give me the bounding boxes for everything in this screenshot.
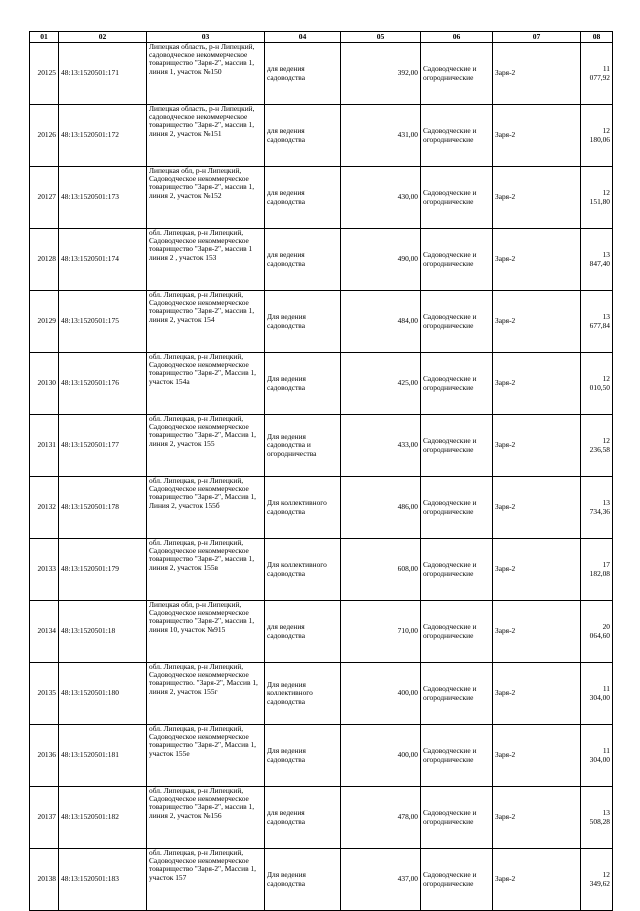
permitted-use-cell: Для ведения садоводства [265,291,341,353]
column-header-02: 02 [59,32,147,43]
land-category-cell: Садоводческие и огороднические [421,601,493,663]
land-category-cell: Садоводческие и огороднические [421,229,493,291]
settlement-name-cell: Заря-2 [493,105,581,167]
table-body [30,43,613,911]
area-cell: 710,00 [341,601,421,663]
column-header-06: 06 [421,32,493,43]
cadastral-value-cell: 11 304,00 [581,725,613,787]
cadastral-number-cell: 48:13:1520501:18 [59,601,147,663]
settlement-name-cell: Заря-2 [493,787,581,849]
table-row [30,415,613,477]
address-cell [147,539,265,601]
cadastral-value-cell: 12 010,50 [581,353,613,415]
row-number-cell: 20136 [30,725,59,787]
address-cell [147,477,265,539]
land-category-cell: Садоводческие и огороднические [421,539,493,601]
cadastral-value-cell: 13 677,84 [581,291,613,353]
cadastral-number-cell: 48:13:1520501:171 [59,43,147,105]
table-row [30,539,613,601]
address-cell [147,849,265,911]
address-text: Липецкая область, р-н Липецкий, садоводческое некоммерческое товарищество "Заря-2", массив 1, линия 1, участок №150 [149,43,255,76]
land-category-cell: Садоводческие и огороднические [421,415,493,477]
table-row [30,601,613,663]
area-cell: 425,00 [341,353,421,415]
row-number-cell: 20132 [30,477,59,539]
address-cell [147,415,265,477]
permitted-use-cell: Для коллективного садоводства [265,477,341,539]
address-text: обл. Липецкая, р-н Липецкий, Садоводческое некоммерческое товарищество "Заря-2", массив 1 линия 2 , участок 153 [149,229,253,262]
land-category-cell: Садоводческие и огороднические [421,167,493,229]
table-row [30,787,613,849]
settlement-name-cell: Заря-2 [493,415,581,477]
table-row [30,229,613,291]
land-registry-table [29,31,613,911]
column-header-08: 08 [581,32,613,43]
cadastral-value-cell: 11 304,00 [581,663,613,725]
table-row [30,849,613,911]
address-text: обл. Липецкая, р-н Липецкий, Садоводческое некоммерческое товарищество. "Заря-2", Массив 1, линия 2, участок 155г [149,663,258,696]
settlement-name-cell: Заря-2 [493,291,581,353]
table-row [30,725,613,787]
row-number-cell: 20127 [30,167,59,229]
column-header-03: 03 [147,32,265,43]
settlement-name-cell: Заря-2 [493,43,581,105]
address-cell [147,353,265,415]
cadastral-value-cell: 13 734,36 [581,477,613,539]
cadastral-value-cell: 13 847,40 [581,229,613,291]
area-cell: 400,00 [341,725,421,787]
cadastral-number-cell: 48:13:1520501:173 [59,167,147,229]
settlement-name-cell: Заря-2 [493,663,581,725]
cadastral-value-cell: 12 151,80 [581,167,613,229]
table-row [30,477,613,539]
address-text: обл. Липецкая, р-н Липецкий, Садоводческое некоммерческое товарищество "Заря-2", Массив 1, участок 157 [149,849,257,882]
address-text: обл. Липецкая, р-н Липецкий, Садоводческое некоммерческое товарищество "Заря-2", массив 1, линия 2, участок 155в [149,539,255,572]
address-cell [147,229,265,291]
area-cell: 431,00 [341,105,421,167]
land-category-cell: Садоводческие и огороднические [421,787,493,849]
table-row [30,663,613,725]
address-text: Липецкая обл, р-н Липецкий, Садоводческое некоммерческое товарищество "Заря-2", массив 1, линия 2, участок №152 [149,167,255,200]
permitted-use-cell: для ведения садоводства [265,105,341,167]
land-category-cell: Садоводческие и огороднические [421,43,493,105]
cadastral-value-cell: 11 077,92 [581,43,613,105]
permitted-use-cell: Для ведения садоводства [265,849,341,911]
settlement-name-cell: Заря-2 [493,353,581,415]
permitted-use-cell: Для коллективного садоводства [265,539,341,601]
area-cell: 433,00 [341,415,421,477]
cadastral-value-cell: 12 180,06 [581,105,613,167]
area-cell: 392,00 [341,43,421,105]
permitted-use-cell: Для ведения коллективного садоводства [265,663,341,725]
permitted-use-cell: Для ведения садоводства [265,725,341,787]
cadastral-value-cell: 13 508,28 [581,787,613,849]
address-text: обл. Липецкая, р-н Липецкий, Садоводческое некоммерческое товарищество "Заря-2", Массив 1, Линия 2, участок 155б [149,477,257,510]
row-number-cell: 20126 [30,105,59,167]
cadastral-number-cell: 48:13:1520501:177 [59,415,147,477]
permitted-use-cell: Для ведения садоводства и огородничества [265,415,341,477]
land-category-cell: Садоводческие и огороднические [421,849,493,911]
row-number-cell: 20128 [30,229,59,291]
settlement-name-cell: Заря-2 [493,167,581,229]
permitted-use-cell: для ведения садоводства [265,43,341,105]
land-category-cell: Садоводческие и огороднические [421,291,493,353]
cadastral-number-cell: 48:13:1520501:182 [59,787,147,849]
cadastral-number-cell: 48:13:1520501:181 [59,725,147,787]
land-category-cell: Садоводческие и огороднические [421,663,493,725]
table-row [30,167,613,229]
settlement-name-cell: Заря-2 [493,601,581,663]
settlement-name-cell: Заря-2 [493,477,581,539]
address-text: обл. Липецкая, р-н Липецкий, Садоводческое некоммерческое товарищество "Заря-2", Массив 1, линия 2, участок 155 [149,415,257,448]
cadastral-number-cell: 48:13:1520501:172 [59,105,147,167]
row-number-cell: 20131 [30,415,59,477]
address-cell [147,105,265,167]
area-cell: 430,00 [341,167,421,229]
area-cell: 484,00 [341,291,421,353]
row-number-cell: 20129 [30,291,59,353]
row-number-cell: 20125 [30,43,59,105]
settlement-name-cell: Заря-2 [493,229,581,291]
land-category-cell: Садоводческие и огороднические [421,105,493,167]
cadastral-value-cell: 20 064,60 [581,601,613,663]
settlement-name-cell: Заря-2 [493,849,581,911]
land-category-cell: Садоводческие и огороднические [421,725,493,787]
area-cell: 400,00 [341,663,421,725]
row-number-cell: 20135 [30,663,59,725]
address-cell [147,291,265,353]
table-row [30,353,613,415]
header-row [30,32,613,43]
cadastral-number-cell: 48:13:1520501:180 [59,663,147,725]
row-number-cell: 20134 [30,601,59,663]
permitted-use-cell: для ведения садоводства [265,787,341,849]
area-cell: 486,00 [341,477,421,539]
column-header-01: 01 [30,32,59,43]
area-cell: 478,00 [341,787,421,849]
cadastral-value-cell: 17 182,08 [581,539,613,601]
cadastral-number-cell: 48:13:1520501:178 [59,477,147,539]
address-cell [147,725,265,787]
permitted-use-cell: для ведения садоводства [265,601,341,663]
column-header-07: 07 [493,32,581,43]
address-cell [147,601,265,663]
settlement-name-cell: Заря-2 [493,725,581,787]
row-number-cell: 20137 [30,787,59,849]
column-header-04: 04 [265,32,341,43]
permitted-use-cell: для ведения садоводства [265,229,341,291]
address-text: обл. Липецкая, р-н Липецкий, Садоводческое некоммерческое товарищество "Заря-2", Массив 1, участок 154а [149,353,257,386]
cadastral-number-cell: 48:13:1520501:176 [59,353,147,415]
row-number-cell: 20133 [30,539,59,601]
address-text: Липецкая область, р-н Липецкий, садоводческое некоммерческое товарищество "Заря-2", массив 1, линия 2, участок №151 [149,105,255,138]
address-text: обл. Липецкая, р-н Липецкий, Садоводческое некоммерческое товарищество "Заря-2", массив 1, линия 2, участок №156 [149,787,255,820]
area-cell: 437,00 [341,849,421,911]
table-row [30,43,613,105]
cadastral-number-cell: 48:13:1520501:175 [59,291,147,353]
address-cell [147,787,265,849]
land-category-cell: Садоводческие и огороднические [421,353,493,415]
cadastral-number-cell: 48:13:1520501:174 [59,229,147,291]
address-cell [147,663,265,725]
cadastral-number-cell: 48:13:1520501:179 [59,539,147,601]
column-header-05: 05 [341,32,421,43]
permitted-use-cell: для ведения садоводства [265,167,341,229]
permitted-use-cell: Для ведения садоводства [265,353,341,415]
address-cell [147,167,265,229]
row-number-cell: 20130 [30,353,59,415]
address-text: обл. Липецкая, р-н Липецкий, Садоводческое некоммерческое товарищество "Заря-2", массив 1, линия 2, участок 154 [149,291,255,324]
address-text: обл. Липецкая, р-н Липецкий, Садоводческое некоммерческое товарищество "Заря-2", Массив 1, участок 155е [149,725,257,758]
address-text: Липецкая обл, р-н Липецкий, Садоводческое некоммерческое товарищество "Заря-2", массив 1, линия 10, участок №915 [149,601,255,634]
land-category-cell: Садоводческие и огороднические [421,477,493,539]
cadastral-value-cell: 12 349,62 [581,849,613,911]
table-row [30,105,613,167]
address-cell [147,43,265,105]
area-cell: 490,00 [341,229,421,291]
area-cell: 608,00 [341,539,421,601]
row-number-cell: 20138 [30,849,59,911]
table-row [30,291,613,353]
settlement-name-cell: Заря-2 [493,539,581,601]
cadastral-value-cell: 12 236,58 [581,415,613,477]
cadastral-number-cell: 48:13:1520501:183 [59,849,147,911]
